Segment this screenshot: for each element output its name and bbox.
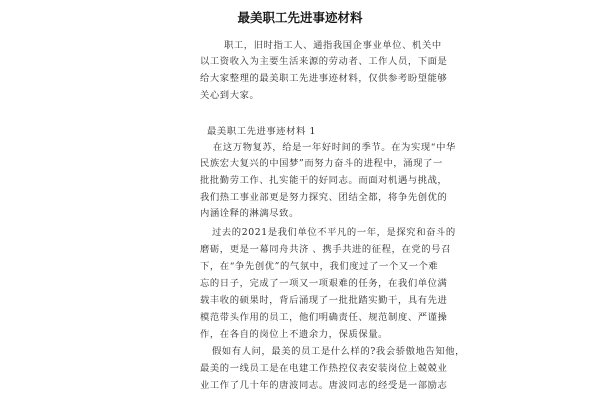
document-title: 最美职工先进事迹材料 (237, 10, 363, 25)
paragraph-2-line-7: 作，在各自的岗位上不遗余力，保质保量。 (200, 329, 389, 340)
paragraph-2-line-1: 过去的2021是我们单位不平凡的一年，是探究和奋斗的 (212, 227, 456, 238)
paragraph-3-line-2: 最美的一线员工是在电建工作热控仪表安装岗位上兢兢业 (200, 363, 448, 374)
paragraph-1-line-2: 民族宏大复兴的中国梦”而努力奋斗的进程中，涌现了一 (200, 158, 443, 169)
paragraph-1-line-1: 在这万物复苏，给是一年好时间的季节。在为实现“中华 (213, 142, 456, 153)
paragraph-3-line-1: 假如有人问，最美的员工是什么样的?我会骄傲地告知他， (212, 346, 466, 357)
paragraph-1-line-3: 批批勤劳工作、扎实能干的好同志。而面对机遇与挑战， (200, 175, 448, 186)
paragraph-1-line-4: 我们热工事业部更是努力探究、团结全都，将争先创优的 (200, 192, 448, 203)
paragraph-1-line-5: 内涵诠释的淋漓尽致。 (200, 208, 299, 219)
paragraph-2-line-5: 载丰收的硕果时，背后涌现了一批批踏实勤干，具有先进 (200, 295, 448, 306)
paragraph-3-line-3: 业工作了几十年的唐波同志。唐波同志的经受是一部励志 (200, 380, 448, 391)
intro-line-2: 以工资收入为主要生活来源的劳动者、工作人员，下面是 (200, 56, 448, 67)
intro-line-3: 给大家整理的最美职工先进事迹材料，仅供参考盼望能够 (200, 73, 448, 84)
paragraph-2-line-6: 模范带头作用的员工，他们明确责任、规范制度、严谨操 (200, 312, 448, 323)
paragraph-2-line-3: 下，在“争先创优”的气氛中，我们度过了一个又一个难 (200, 261, 439, 272)
paragraph-2-line-2: 磨砺，更是一幕同舟共济 、携手共进的征程，在党的号召 (200, 244, 451, 255)
intro-line-1: 职工，旧时指工人、通指我国企事业单位、机关中 (224, 40, 442, 51)
section-heading: 最美职工先进事迹材料 1 (207, 126, 317, 137)
intro-line-4: 关心到大家。 (200, 90, 260, 101)
paragraph-2-line-4: 忘的日子，完成了一项又一项艰难的任务，在我们单位满 (200, 278, 448, 289)
